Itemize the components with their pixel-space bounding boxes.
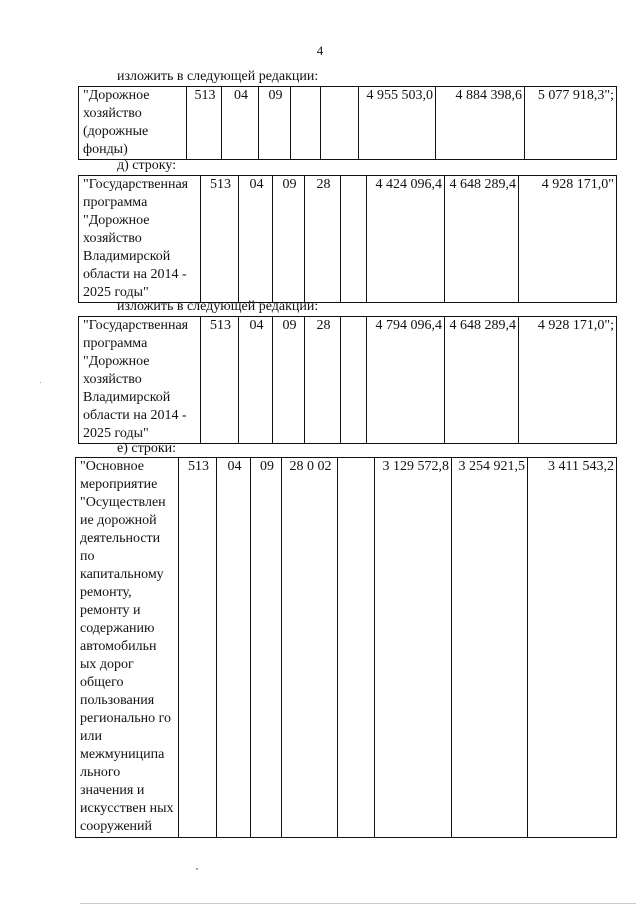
subsection-code: 09 <box>251 458 282 838</box>
section-code: 04 <box>217 458 251 838</box>
item-name: "Государственная программа "Дорожное хозяйство Владимирской области на 2014 - 2025 годы" <box>79 176 201 303</box>
table-row <box>79 87 617 160</box>
target-article-code: 28 <box>305 317 341 444</box>
item-name: "Государственная программа "Дорожное хозяйство Владимирской области на 2014 - 2025 годы" <box>79 317 201 444</box>
page-number: 4 <box>316 43 324 58</box>
ved-code: 513 <box>201 176 239 303</box>
table-row <box>79 176 617 303</box>
ved-code: 513 <box>187 87 222 160</box>
amount-year-2: 4 648 289,4 <box>445 317 519 444</box>
item-name: "Дорожное хозяйство (дорожные фонды) <box>79 87 187 160</box>
subsection-code: 09 <box>273 176 305 303</box>
expense-type-code <box>321 87 359 160</box>
amount-year-3: 5 077 918,3"; <box>525 87 617 160</box>
amount-year-1: 4 794 096,4 <box>367 317 445 444</box>
section-2-intro: д) строку: <box>117 158 177 173</box>
table-main-activity <box>75 457 617 838</box>
section-code: 04 <box>222 87 259 160</box>
subsection-code: 09 <box>259 87 291 160</box>
table-row <box>76 458 617 838</box>
amount-year-1: 4 955 503,0 <box>359 87 436 160</box>
amount-year-2: 4 884 398,6 <box>436 87 525 160</box>
amount-year-2: 3 254 921,5 <box>452 458 528 838</box>
target-article-code <box>291 87 321 160</box>
amount-year-3: 4 928 171,0"; <box>519 317 617 444</box>
amount-year-3: 4 928 171,0" <box>519 176 617 303</box>
target-article-code: 28 <box>305 176 341 303</box>
scan-edge-line <box>80 903 636 904</box>
ved-code: 513 <box>179 458 217 838</box>
scan-speck <box>196 868 198 870</box>
amount-year-2: 4 648 289,4 <box>445 176 519 303</box>
subsection-code: 09 <box>273 317 305 444</box>
amount-year-1: 3 129 572,8 <box>375 458 452 838</box>
table-row <box>79 317 617 444</box>
section-code: 04 <box>239 176 273 303</box>
amount-year-3: 3 411 543,2 <box>528 458 617 838</box>
amount-year-1: 4 424 096,4 <box>367 176 445 303</box>
ved-code: 513 <box>201 317 239 444</box>
section-1-intro: изложить в следующей редакции: <box>117 69 319 84</box>
expense-type-code <box>338 458 375 838</box>
section-code: 04 <box>239 317 273 444</box>
table-road-funds <box>78 86 617 160</box>
scan-speck <box>40 382 41 383</box>
table-state-program-old <box>78 175 617 303</box>
item-name: "Основное мероприятие "Осуществлен ие дорожной деятельности по капитальному ремонту, ремонту и содержанию автомобильн ых дорог общего пользования регионально го или межмуниципа льного значения и искусствен ных сооружений <box>76 458 179 838</box>
section-3-intro: изложить в следующей редакции: <box>117 299 319 314</box>
expense-type-code <box>341 317 367 444</box>
target-article-code: 28 0 02 <box>282 458 338 838</box>
table-state-program-new <box>78 316 617 444</box>
expense-type-code <box>341 176 367 303</box>
section-4-intro: е) строки: <box>117 441 177 456</box>
